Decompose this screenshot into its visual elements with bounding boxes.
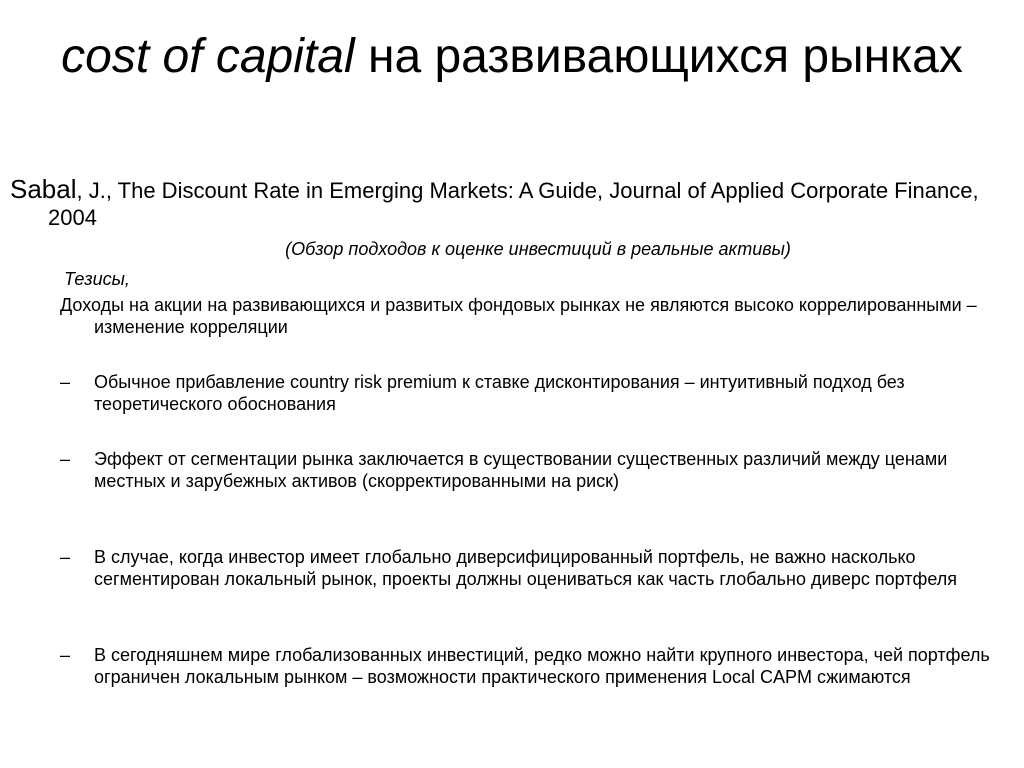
theses-label: Тезисы, [64, 269, 130, 289]
slide-title [0, 28, 1024, 86]
thesis-item [60, 448, 1010, 492]
thesis-item [60, 371, 1010, 415]
dash-bullet: – [60, 547, 71, 567]
thesis-item-intro: Доходы на акции на развивающихся и развитых фондовых рынках не являются высоко коррелированными – изменение корреляции [60, 295, 977, 337]
dash-bullet: – [60, 372, 71, 392]
title-italic-part: cost of capital [61, 30, 355, 83]
reference-author: Sabal [10, 174, 77, 204]
thesis-item [60, 644, 1010, 688]
overview-note: (Обзор подходов к оценке инвестиций в реальные активы) [285, 239, 791, 259]
reference-details: , J., The Discount Rate in Emerging Markets: A Guide, Journal of Applied Corporate Finance, 2004 [48, 178, 979, 230]
dash-bullet: – [60, 645, 71, 665]
thesis-item-text: В случае, когда инвестор имеет глобально диверсифицированный портфель, не важно насколько сегментирован локальный рынок, проекты должны оцениваться как часть глобально диверс портфеля [94, 547, 957, 589]
title-regular-part: на развивающихся рынках [354, 30, 963, 83]
dash-bullet: – [60, 449, 71, 469]
thesis-item-text: В сегодняшнем мире глобализованных инвестиций, редко можно найти крупного инвестора, чей портфель ограничен локальным рынком – возможности практического применения Local CAPM сжимаются [94, 645, 990, 687]
thesis-item [60, 546, 1010, 590]
thesis-item-text: Эффект от сегментации рынка заключается в существовании существенных различий между ценами местных и зарубежных активов (скорректированными на риск) [94, 449, 948, 491]
thesis-item-text: Обычное прибавление country risk premium к ставке дисконтирования – интуитивный подход без теоретического обоснования [94, 372, 905, 414]
reference-citation [10, 176, 1008, 231]
